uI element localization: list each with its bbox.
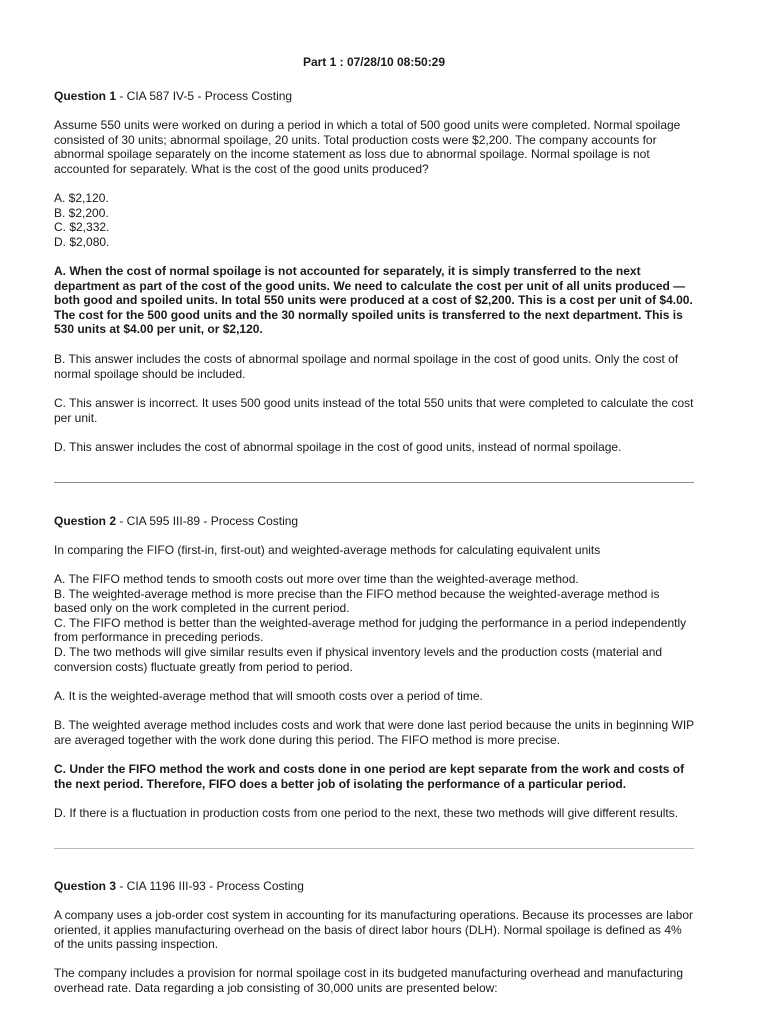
question-2-stem: In comparing the FIFO (first-in, first-out) and weighted-average methods for calculating equivalent units [54,543,601,557]
question-1-number: Question 1 [54,89,117,103]
question-1-source: - CIA 587 IV-5 - Process Costing [116,89,293,103]
question-3-stem: A company uses a job-order cost system in accounting for its manufacturing operations. Because its processes are labor oriented, it applies manufacturing overhead on the basis of direct labor hours (DLH). Normal spoilage is defined as 4% of the units passing inspection. [54,908,693,952]
page-header: Part 1 : 07/28/10 08:50:29 [302,55,446,69]
question-1-stem: Assume 550 units were worked on during a period in which a total of 500 good units were completed. Normal spoilage consisted of 30 units; abnormal spoilage, 20 units. Total production costs were $2,200. The company accounts for abnormal spoilage separately on the income statement as loss due to abnormal spoilage. Normal spoilage is not accounted for separately. What is the cost of the good units produced? [54,118,681,176]
question-2-correct-answer: C. Under the FIFO method the work and costs done in one period are kept separate from the work and costs of the next period. Therefore, FIFO does a better job of isolating the performance of a particular period. [54,762,685,791]
question-2-title [54,514,694,529]
question-1-options [54,191,694,249]
question-3-stem-continued: The company includes a provision for normal spoilage cost in its budgeted manufacturing overhead and manufacturing overhead rate. Data regarding a job consisting of 30,000 units are presented below: [54,966,684,995]
question-2-source: - CIA 595 III-89 - Process Costing [116,514,299,528]
question-1-explanation-b: B. This answer includes the costs of abnormal spoilage and normal spoilage in the cost of good units. Only the cost of normal spoilage should be included. [54,352,679,381]
question-2-option-c: C. The FIFO method is better than the weighted-average method for judging the performance in a period independently from performance in preceding periods. [54,615,687,645]
question-2-explanation-d: D. If there is a fluctuation in production costs from one period to the next, these two methods will give different results. [54,806,679,820]
question-3-title [54,879,694,894]
question-1-option-b: B. $2,200. [54,205,109,220]
question-1-explanation-c: C. This answer is incorrect. It uses 500 good units instead of the total 550 units that were completed to calculate the cost per unit. [54,396,694,425]
question-2-option-b: B. The weighted-average method is more precise than the FIFO method because the weighted-average method is based only on the work completed in the current period. [54,586,660,616]
question-2-explanation-a: A. It is the weighted-average method that will smooth costs over a period of time. [54,689,483,703]
question-3-number: Question 3 [54,879,117,893]
question-2-number: Question 2 [54,514,117,528]
question-3-source: - CIA 1196 III-93 - Process Costing [116,879,304,893]
question-1-option-d: D. $2,080. [54,234,110,249]
divider [54,482,694,483]
question-2-option-d: D. The two methods will give similar results even if physical inventory levels and the production costs (material and conversion costs) fluctuate greatly from period to period. [54,644,663,674]
question-1-correct-answer: A. When the cost of normal spoilage is not accounted for separately, it is simply transferred to the next department as part of the cost of the good units. We need to calculate the cost per unit of all units produced — both good and spoiled units. In total 550 units were produced at a cost of $2,200. This is a cost per unit of $4.00. The cost for the 500 good units and the 30 normally spoiled units is transferred to the next department. This is 530 units at $4.00 per unit, or $2,120. [54,264,693,337]
question-2-options [54,572,694,674]
question-2-option-a: A. The FIFO method tends to smooth costs out more over time than the weighted-average method. [54,572,579,586]
divider [54,848,694,849]
question-1-title [54,89,694,104]
question-1-explanation-d: D. This answer includes the cost of abnormal spoilage in the cost of good units, instead of normal spoilage. [54,440,622,454]
question-2-explanation-b: B. The weighted average method includes costs and work that were done last period because the units in beginning WIP are averaged together with the work done during this period. The FIFO method is more precise. [54,718,694,747]
question-1-option-c: C. $2,332. [54,220,110,235]
question-1-option-a: A. $2,120. [54,191,109,205]
